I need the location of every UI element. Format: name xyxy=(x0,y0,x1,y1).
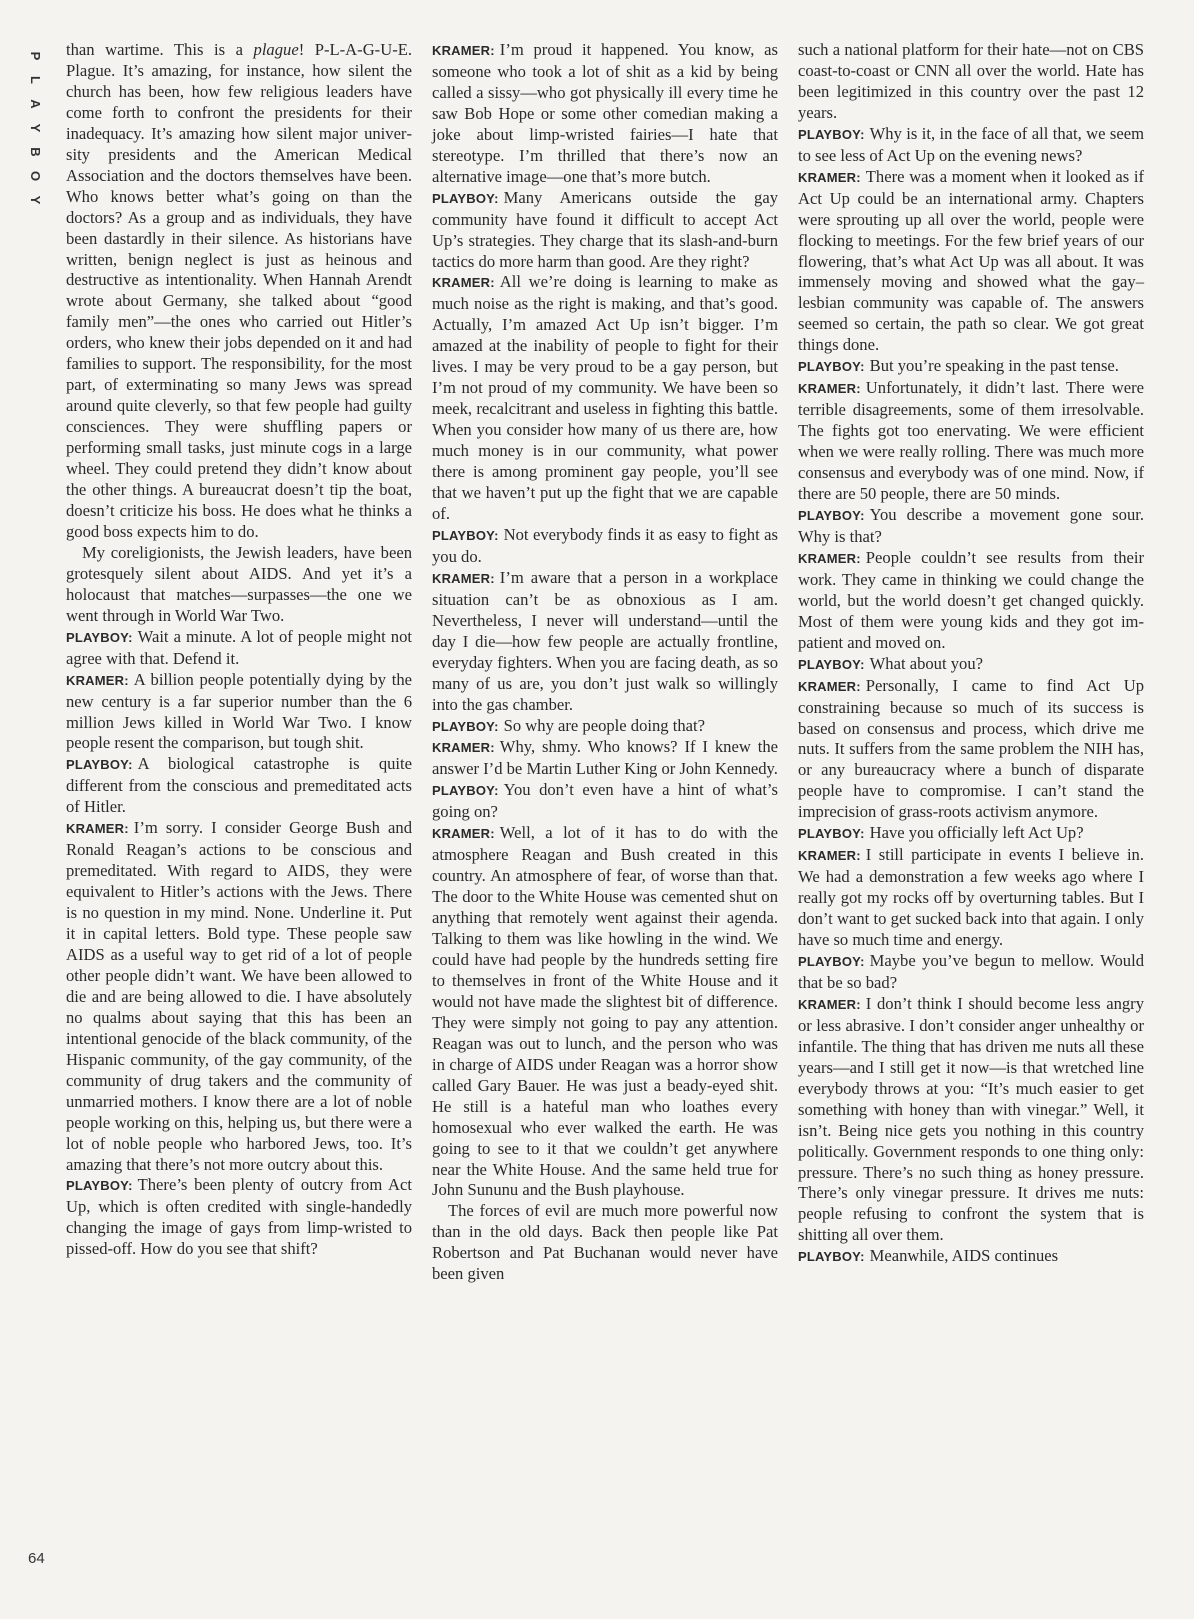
paragraph-text: I still participate in events I believe in. We had a demonstration a few weeks ago where I really got my rocks off by overturning tables. But I don’t want to get sucked back into that again. I only have so much time and energy. xyxy=(798,845,1144,950)
paragraph-text: What about you? xyxy=(869,653,983,673)
speaker-label: PLAYBOY: xyxy=(798,826,865,842)
speaker-label: KRAMER: xyxy=(798,996,861,1012)
speaker-label: PLAYBOY: xyxy=(798,953,865,969)
paragraph-text: Why, shmy. Who knows? If I knew the answer I’d be Martin Luther King or John Kennedy. xyxy=(432,737,778,779)
paragraph-text: There’s been plenty of outcry from Act Up, which is often credited with single-handedly changing the image of gays from limp-wristed to pissed-off. How do you see that shift? xyxy=(66,1175,412,1259)
paragraph-text: ! P-L-A-G-U-E. Plague. It’s amazing, for instance, how silent the church has been, how few religious leaders have come forth to confront the presidents for their inadequacy. It’s amazing how silent major university presidents and the American Medical Association and the doctors themselves have been. Who knows better what’s going on than the doctors? As a group and as individuals, they have been dastardly in their silence. As historians have written, benign neglect is just as heinous and destructive as intentionality. When Hannah Arendt wrote about Germany, she talked about “good family men”—the ones who carried out Hitler’s orders, who knew their jobs depended on it and had families to support. The responsibility, for the most part, of exterminating so many Jews was spread around quite cleverly, so that few people had guilty consciences. They were shuffling papers or performing small tasks, just minute cogs in a large wheel. They could pretend they didn’t know about the other things. A bureaucrat doesn’t tip the boat, doesn’t criticize his boss. He does what he thinks a good boss expects him to do. xyxy=(66,40,412,541)
paragraph-text: Unfortunately, it didn’t last. There were terrible disagreements, some of them irresolvable. The fights got too enervating. We were efficient when we were really rolling. There was much more consensus and everybody was of one mind. Now, if there are 50 people, there are 50 minds. xyxy=(798,378,1144,504)
interview-paragraph xyxy=(798,676,1144,824)
interview-paragraph xyxy=(798,356,1144,378)
speaker-label: PLAYBOY: xyxy=(432,527,499,543)
paragraph-text: I’m aware that a person in a workplace situation can’t be as obnoxious as I am. Nevertheless, I never will understand—until the day I die—how few people are actually frontline, everyday fighters. When you are facing death, as so many of us are, you don’t just walk so willingly into the gas chamber. xyxy=(432,567,778,714)
paragraph-text: People couldn’t see results from their work. They came in thinking we could change the world, but the world doesn’t get changed quickly. Most of them were young kids and they got impatient and moved on. xyxy=(798,547,1144,652)
paragraph-text: A biological catastrophe is quite different from the conscious and premeditated acts of Hitler. xyxy=(66,754,412,817)
speaker-label: PLAYBOY: xyxy=(798,126,865,142)
interview-paragraph xyxy=(66,754,412,818)
interview-paragraph xyxy=(798,994,1144,1246)
interview-paragraph xyxy=(798,505,1144,548)
section-label-letter: Y xyxy=(28,195,43,205)
paragraph-text: So why are people doing that? xyxy=(503,715,706,735)
paragraph-text: Wait a minute. A lot of people might not agree with that. Defend it. xyxy=(66,626,412,668)
paragraph-text: Meanwhile, AIDS continues xyxy=(869,1246,1059,1266)
paragraph-text: You describe a movement gone sour. Why is that? xyxy=(798,504,1144,546)
paragraph-text: Personally, I came to find Act Up constraining because so much of its success is based on consensus and process, which drive me nuts. It suffers from the same problem the NIH has, or any bureaucracy where a bunch of disparate people have to compromise. I can’t stand the imprecision of grass-roots activism anymore. xyxy=(798,675,1144,822)
speaker-label: PLAYBOY: xyxy=(432,190,499,206)
paragraph-text: Not everybody finds it as easy to fight as you do. xyxy=(432,524,778,566)
interview-paragraph xyxy=(432,525,778,568)
speaker-label: KRAMER: xyxy=(432,826,495,842)
paragraph-text: All we’re doing is learning to make as much noise as the right is making, and that’s good. Actually, I’m amazed Act Up isn’t bigger. I’m amazed at the inability of people to fight for their lives. I may be very proud to be a gay person, but I’m not proud of my community. We have been so meek, recalcitrant and useless in fighting this battle. When you consider how many of us there are, how much money is in our community, what power there is among prominent gay people, you’ll see that we haven’t put up the fight that we are capable of. xyxy=(432,272,778,523)
page-number: 64 xyxy=(28,1550,45,1567)
interview-paragraph xyxy=(432,823,778,1201)
section-label-letter: A xyxy=(28,99,43,109)
paragraph-text: The forces of evil are much more powerful now than in the old days. Back then people like Pat Robertson and Pat Buchanan would never have been given xyxy=(432,1201,778,1284)
paragraph-text: There was a moment when it looked as if Act Up could be an international army. Chapters were sprouting up all over the world, people were flocking to meetings. For the few brief years of our flowering, that’s what Act Up was all about. It was immensely moving and showed what the gay–lesbian community was capable of. The answers seemed so certain, the path so clear. We got great things done. xyxy=(798,166,1144,355)
interview-paragraph xyxy=(432,272,778,524)
section-label-letter: Y xyxy=(28,123,43,133)
section-label-letter: B xyxy=(28,147,43,157)
paragraph-text: You don’t even have a hint of what’s going on? xyxy=(432,780,778,822)
interview-paragraph xyxy=(798,1246,1144,1268)
interview-paragraph xyxy=(66,40,412,543)
interview-paragraph xyxy=(432,188,778,273)
section-label xyxy=(28,44,42,212)
paragraph-text: My coreligionists, the Jewish leaders, have been grotesquely silent about AIDS. And yet it’s a holocaust that matches—surpasses—the one we went through in World War Two. xyxy=(66,542,412,625)
speaker-label: PLAYBOY: xyxy=(798,656,865,672)
paragraph-text: Have you officially left Act Up? xyxy=(869,823,1084,843)
speaker-label: KRAMER: xyxy=(798,678,861,694)
speaker-label: PLAYBOY: xyxy=(66,629,133,645)
interview-paragraph xyxy=(798,823,1144,845)
paragraph-text: Many Americans outside the gay community have found it difficult to accept Act Up’s strategies. They charge that its slash-and-burn tactics do more harm than good. Are they right? xyxy=(432,187,778,271)
text-column-1 xyxy=(66,40,412,1260)
interview-paragraph xyxy=(432,780,778,823)
speaker-label: KRAMER: xyxy=(432,275,495,291)
speaker-label: KRAMER: xyxy=(432,570,495,586)
interview-paragraph xyxy=(432,1201,778,1285)
paragraph-text: Maybe you’ve begun to mellow. Would that be so bad? xyxy=(798,950,1144,992)
interview-paragraph xyxy=(798,845,1144,951)
interview-paragraph xyxy=(432,737,778,780)
interview-paragraph xyxy=(66,1175,412,1260)
speaker-label: KRAMER: xyxy=(66,821,129,837)
interview-paragraph xyxy=(798,124,1144,167)
speaker-label: KRAMER: xyxy=(798,550,861,566)
speaker-label: KRAMER: xyxy=(798,848,861,864)
interview-paragraph xyxy=(798,548,1144,654)
interview-paragraph xyxy=(798,654,1144,676)
paragraph-text: I’m proud it happened. You know, as someone who took a lot of shit as a kid by being called a sissy—who got physically ill every time he saw Bob Hope or some other comedian making a joke about limp-wristed fairies—I hate that stereotype. I’m thrilled that there’s now an alternative image—one that’s more butch. xyxy=(432,40,778,186)
interview-paragraph xyxy=(66,670,412,755)
speaker-label: KRAMER: xyxy=(798,169,861,185)
paragraph-text: Well, a lot of it has to do with the atmosphere Reagan and Bush created in this country. An atmosphere of fear, of worse than that. The door to the White House was cemented shut on anything that remotely went against their agenda. Talking to them was like howling in the wind. We could have had people by the hundreds setting fire to themselves in front of the White House and it would not have made the slightest bit of difference. They were simply not going to pay any attention. Reagan was out to lunch, and the person who was in charge of AIDS under Reagan was a horror show called Gary Bauer. He was just a beady-eyed shit. He still is a hateful man who loathes every homosexual who ever walked the earth. He was going to see to it that we couldn’t get anywhere near the White House. And the same held true for John Sununu and the Bush playhouse. xyxy=(432,823,778,1200)
paragraph-text: I don’t think I should become less angry or less abrasive. I don’t consider anger unhealthy or infantile. The thing that has driven me nuts all these years—and I still get it now—is that wretched line everybody throws at you: “It’s much easier to get something with honey than with vinegar.” Well, it isn’t. Being nice gets you nothing in this country politically. Government responds to one thing only: pressure. There’s no such thing as honey pressure. There’s only vinegar pressure. It drives me nuts: people refusing to confront the system that is shitting all over them. xyxy=(798,993,1144,1245)
speaker-label: PLAYBOY: xyxy=(432,718,499,734)
interview-paragraph xyxy=(66,543,412,627)
interview-paragraph xyxy=(798,40,1144,124)
paragraph-text: than wartime. This is a xyxy=(66,40,254,59)
text-column-2 xyxy=(432,40,778,1285)
section-label-letter: P xyxy=(28,51,43,61)
speaker-label: PLAYBOY: xyxy=(66,757,133,773)
paragraph-text: A billion people potentially dying by the new century is a far superior number than the 6 million Jews killed in World War Two. I know people resent the comparison, but tough shit. xyxy=(66,669,412,753)
paragraph-text: Why is it, in the face of all that, we seem to see less of Act Up on the evening news? xyxy=(798,123,1144,165)
speaker-label: KRAMER: xyxy=(66,672,129,688)
speaker-label: KRAMER: xyxy=(432,740,495,756)
paragraph-text: But you’re speaking in the past tense. xyxy=(869,356,1119,376)
interview-paragraph xyxy=(798,951,1144,994)
interview-paragraph xyxy=(66,627,412,670)
paragraph-text: such a national platform for their hate—not on CBS coast-to-coast or CNN all over the world. Hate has been legitimized in this country over the past 12 years. xyxy=(798,40,1144,122)
speaker-label: PLAYBOY: xyxy=(798,507,865,523)
section-label-letter: O xyxy=(28,170,43,182)
interview-paragraph xyxy=(798,167,1144,357)
speaker-label: PLAYBOY: xyxy=(66,1178,133,1194)
speaker-label: PLAYBOY: xyxy=(798,359,865,375)
interview-paragraph xyxy=(432,40,778,188)
interview-paragraph xyxy=(66,818,412,1175)
speaker-label: PLAYBOY: xyxy=(432,783,499,799)
text-column-3 xyxy=(798,40,1144,1268)
interview-paragraph xyxy=(432,716,778,738)
paragraph-text: I’m sorry. I consider George Bush and Ronald Reagan’s actions to be conscious and premeditated. With regard to AIDS, they were equivalent to Hitler’s actions with the Jews. There is no question in my mind. None. Underline it. Put it in capital letters. Bold type. These people saw AIDS as a useful way to get rid of a lot of people other people didn’t want. We have been allowed to die and are being allowed to die. I have absolutely no qualms about saying that this has been an intentional genocide of the black community, of the Hispanic community, of the gay community, of the community of drug takers and the community of unmarried mothers. I know there are a lot of noble people working on this, helping us, but there were a lot of noble people who harbored Jews, too. It’s amazing that there’s not more outcry about this. xyxy=(66,818,412,1174)
interview-paragraph xyxy=(798,378,1144,505)
speaker-label: KRAMER: xyxy=(798,381,861,397)
section-label-letter: L xyxy=(28,76,43,84)
interview-paragraph xyxy=(432,568,778,716)
speaker-label: PLAYBOY: xyxy=(798,1249,865,1265)
emphasis-text: plague xyxy=(253,40,299,59)
speaker-label: KRAMER: xyxy=(432,43,495,58)
